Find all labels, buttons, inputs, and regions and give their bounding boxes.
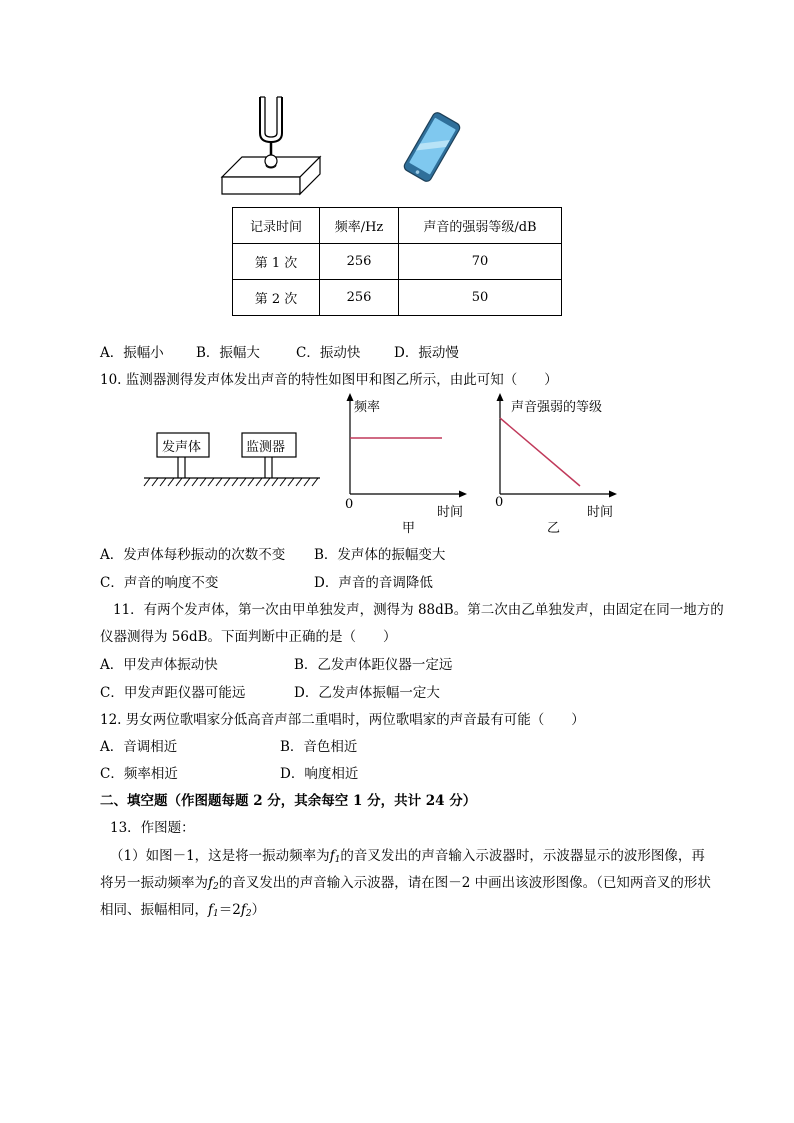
- table-cell: 50: [399, 280, 562, 316]
- q11-option-c[interactable]: C．甲发声距仪器可能远: [100, 685, 246, 701]
- q11-option-b[interactable]: B．乙发声体距仪器一定远: [294, 657, 453, 673]
- chart-jia-origin: 0: [345, 497, 354, 512]
- record-table: [232, 207, 562, 316]
- q13-paragraph-line2: [100, 871, 711, 892]
- table-row: [233, 244, 562, 280]
- chart-jia-ylabel: 频率: [354, 400, 381, 415]
- table-header-cell: 声音的强弱等级/dB: [399, 208, 562, 244]
- f-subscript: 2: [213, 882, 219, 892]
- q13-text: 将另一振动频率为: [100, 875, 208, 891]
- q13-text: ＝2: [218, 902, 241, 918]
- q9-option-c[interactable]: C．振动快: [296, 345, 361, 361]
- q12-option-c[interactable]: C．频率相近: [100, 766, 178, 782]
- table-cell: 第 1 次: [233, 244, 320, 280]
- tuning-fork-illustration: [218, 95, 324, 197]
- q10-option-a[interactable]: A．发声体每秒振动的次数不变: [100, 547, 286, 563]
- monitor-label: 监测器: [246, 440, 286, 455]
- table-header-cell: 记录时间: [233, 208, 320, 244]
- f-symbol: f: [329, 848, 335, 864]
- q11-stem-line2: 仪器测得为 56dB。下面判断中正确的是（ ）: [100, 629, 397, 645]
- q12-option-b[interactable]: B．音色相近: [280, 739, 358, 755]
- chart-yi-caption: 乙: [547, 521, 561, 536]
- table-row: [233, 280, 562, 316]
- q9-option-b[interactable]: B．振幅大: [196, 345, 260, 361]
- chart-yi-origin: 0: [495, 495, 504, 510]
- chart-yi-line: [500, 418, 580, 486]
- q10-option-c[interactable]: C．声音的响度不变: [100, 575, 219, 591]
- table-cell: 256: [320, 244, 399, 280]
- sound-source-label: 发声体: [162, 440, 202, 455]
- q11-stem-line1: 11．有两个发声体，第一次由甲单独发声，测得为 88dB。第二次由乙单独发声，由固定在同一地方的: [113, 602, 724, 618]
- q13-paragraph-line1: [110, 844, 705, 865]
- table-cell: 70: [399, 244, 562, 280]
- section-title: 二、填空题（作图题每题 2 分，其余每空 1 分，共计 24 分）: [100, 793, 477, 809]
- f-subscript: 1: [213, 909, 219, 919]
- q10-option-d[interactable]: D．声音的音调降低: [314, 575, 433, 591]
- f-symbol: f: [208, 875, 213, 891]
- f-symbol: f: [208, 902, 213, 918]
- q12-option-a[interactable]: A．音调相近: [100, 739, 178, 755]
- f-symbol: f: [240, 902, 246, 918]
- q11-option-a[interactable]: A．甲发声体振动快: [100, 657, 218, 673]
- q13-text: 的音叉发出的声音输入示波器，请在图－2 中画出该波形图像。（已知两音叉的形状: [218, 875, 711, 891]
- f-subscript: 1: [334, 855, 341, 865]
- chart-yi-ylabel: 声音强弱的等级: [511, 400, 603, 415]
- q12-option-d[interactable]: D．响度相近: [280, 766, 359, 782]
- q9-option-d[interactable]: D．振动慢: [394, 345, 459, 361]
- chart-jia-xlabel: 时间: [437, 505, 464, 520]
- q13-text: 的音叉发出的声音输入示波器时，示波器显示的波形图像，再: [340, 848, 705, 864]
- q9-option-a[interactable]: A．振幅小: [100, 345, 164, 361]
- table-cell: 256: [320, 280, 399, 316]
- q10-stem: 10. 监测器测得发声体发出声音的特性如图甲和图乙所示，由此可知（ ）: [100, 372, 558, 388]
- close-paren: ）: [251, 902, 266, 918]
- q12-stem: 12. 男女两位歌唱家分低高音声部二重唱时，两位歌唱家的声音最有可能（ ）: [100, 712, 585, 728]
- phone-icon: [400, 110, 464, 184]
- q13-paragraph-line3: [100, 898, 265, 919]
- q13-title: 13．作图题：: [110, 820, 195, 836]
- chart-jia-caption: 甲: [402, 521, 416, 536]
- table-cell: 第 2 次: [233, 280, 320, 316]
- chart-yi-xlabel: 时间: [587, 505, 614, 520]
- q10-option-b[interactable]: B．发声体的振幅变大: [314, 547, 446, 563]
- q11-option-d[interactable]: D．乙发声体振幅一定大: [294, 685, 440, 701]
- f-subscript: 2: [245, 909, 252, 919]
- q13-text: （1）如图－1，这是将一振动频率为: [110, 848, 330, 864]
- q13-text: 相同、振幅相同，: [100, 902, 208, 918]
- table-header-row: [233, 208, 562, 244]
- table-header-cell: 频率/Hz: [320, 208, 399, 244]
